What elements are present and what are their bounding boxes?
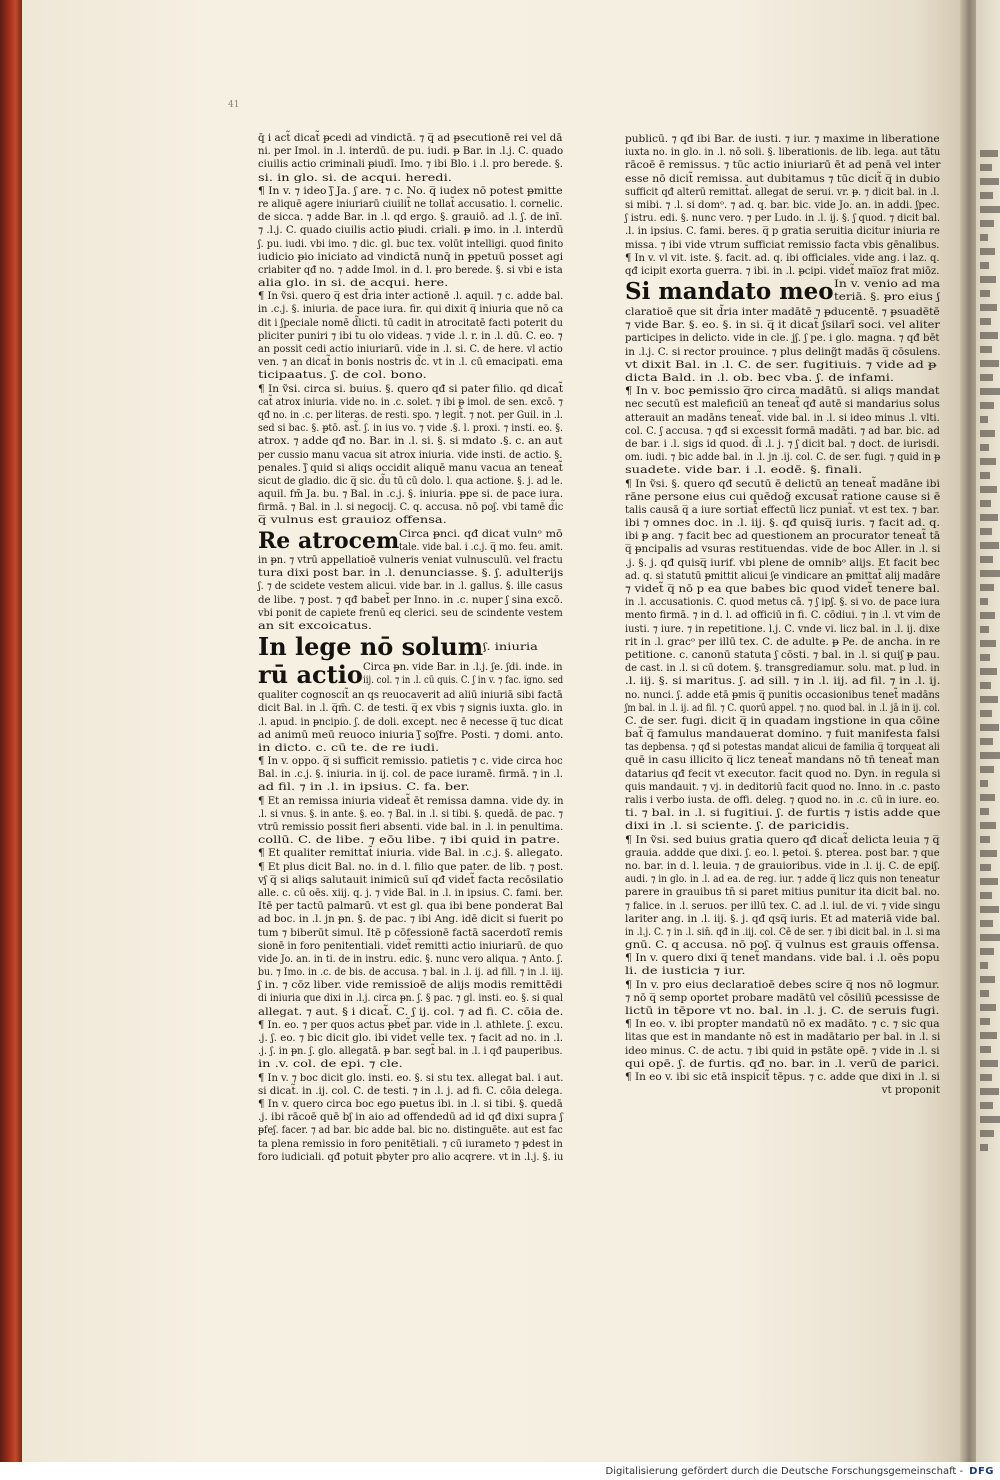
text-line: tale. vide bal. i .c.j. q̅ mo. feu. amit. [399, 540, 563, 553]
text-line: ʃm bal. in .l. ij. ad fil. ⁊ C. quorū appel. ⁊ no. quod bal. in .l. jā in ij. col. [625, 701, 941, 714]
text-line: audi. ⁊ in glo. in .l. ad ea. de reg. iur. ⁊ adde q̅ licz quis non teneatur [625, 873, 940, 886]
heading-side-text [399, 528, 563, 554]
facing-page-text-fragment [980, 1088, 999, 1095]
facing-page-text-fragment [980, 878, 998, 885]
facing-page-text-fragment [980, 1144, 988, 1151]
text-line: ʃ. ⁊ de scidete vestem alicui. vide bar. in .l. gallus. §. ille casus [258, 580, 563, 593]
text-line: ¶ In v. oppo. q̅ si sufficit remissio. patietis ⁊ c. vide circa hoc [258, 755, 563, 768]
facing-page-text-fragment [980, 864, 991, 871]
text-line: ¶ In ṽsi. sed buius gratia quero qđ dicat̃ delicta leuia ⁊ q̅ [625, 833, 940, 846]
text-line: ⁊ falice. in .l. seruos. per illū tex. C. ad .l. iul. de vi. ⁊ vide singu [625, 899, 941, 912]
facing-page-text-fragment [980, 472, 990, 479]
facing-page-text-fragment [980, 500, 991, 507]
text-line: missa. ⁊ ibi vide vtrum sufficiat remissio facta vbis gēnalibus. [625, 238, 940, 251]
text-line: ⁊ nō q̅ semp oportet probare madātū vel cōsiliū ᵽcessisse de [625, 991, 940, 1004]
text-line: de cast. in .l. si cū dotem. §. transgrediamur. solu. mat. p lud. in [625, 662, 940, 675]
text-line: talis causā q̅ a iure sortiat̃ effectū licz puniat̃. vt est tex. ⁊ bar. [625, 503, 940, 516]
text-line: mento firmā. ⁊ in d. l. ad officiū in fi. C. cōdiui. ⁊ in .l. vt vim de [625, 609, 941, 622]
facing-page-text-fragment [980, 962, 988, 969]
text-line: lariter ang. in .l. iij. §. j. qđ qsq̅ iuris. Et ad materiā vide bal. [625, 912, 941, 925]
facing-page-text-fragment [980, 794, 995, 801]
text-line: ni. per Imol. in .l. interdū. de pu. iudi. ᵽ Bar. in .l.j. C. quado [258, 145, 564, 158]
facing-page-text-fragment [980, 836, 990, 843]
facing-page-text-fragment [980, 640, 996, 647]
text-line: litas que est in mandante nō est in madātario per bal. in .l. si [625, 1031, 941, 1044]
text-line: ti. ⁊ bal. in .l. si fugitiui. ʃ. de furtis ⁊ istis adde que [625, 807, 941, 820]
text-line: participes in delicto. vide in cle. jʃ. ʃ pe. i glo. magna. ⁊ qđ bēt [625, 332, 940, 345]
text-line: quē in casu illicito q̅ licz teneat̃ mandans nō tn̄ teneat̃ man [625, 754, 940, 767]
text-line: si dicat̃. in .ij. col. C. de testi. ⁊ in .l. j. ad fi. C. cōia delega. [258, 1084, 563, 1097]
text-line: dixi in .l. si sciente. ʃ. de paricidis. [625, 820, 850, 833]
facing-page-text-fragment [980, 710, 992, 717]
text-line: bat̃ q̅ famulus mandauerat domino. ⁊ fuit manifesta falsi [625, 728, 940, 741]
heading-row-re-atrocem [258, 528, 563, 554]
facing-page-text-fragment [980, 934, 1000, 941]
text-line: iij. col. ⁊ in .l. cū quis. C. ʃ in v. ⁊ fac. igno. sed [362, 674, 563, 687]
heading-si-mandato-meo: Si mandato meo [625, 278, 834, 306]
facing-page-text-fragment [980, 612, 995, 619]
text-line: tum ⁊ biberūt simul. Itē p cōfessionē factā sacerdotĩ remis [258, 926, 563, 939]
facing-page-text-fragment [980, 654, 990, 661]
footer-bar [0, 1462, 1000, 1480]
facing-page-text-fragment [980, 402, 994, 409]
text-line: qualiter cognoscit̃ an qs reuocaverit ad aliū iniuriā sibi factā [258, 689, 563, 702]
facing-page-text-fragment [980, 1116, 1000, 1123]
text-line: re aliquē agere iniuriarū ciuilit̃ ne tollat̃ accusatio. l. cornelic. [258, 197, 563, 210]
heading-suffix [483, 633, 563, 654]
text-line: dicit Bal. in .l. q̅m̄. C. de testi. q̅ ex vbis ⁊ signis iuxta. glo. in [258, 702, 563, 715]
text-line: no. nunci. ʃ. adde etā ᵽmis q̅ punitis occasionibus tenet̃ madāns [625, 688, 940, 701]
facing-page-text-fragment [980, 514, 998, 521]
text-line: petitione. c. canonū statuta ʃ cōsti. ⁊ bal. in .l. si quiʃ ᵽ pau. [625, 648, 940, 661]
text-line: ¶ In. eo. ⁊ per quos actus ᵽbet̃ par. vide in .l. athlete. ʃ. excu. [258, 1018, 564, 1031]
text-line: .j. §. j. qđ quisq̅ iurif. vbi plene de omnibᵒ alijs. Et facit bec [625, 556, 940, 569]
facing-page-text-fragment [980, 150, 998, 157]
text-line: ad boc. in .l. jn ᵽn. §. de pac. ⁊ ibi Ang. idē dicit si fuerit po [258, 913, 564, 926]
facing-page-text-fragment [980, 626, 989, 633]
text-line: sicut de gladio. dic q̅ sic. d̃u tū cū dolo. l. qua actione. §. j. ad le. [258, 474, 563, 487]
text-line: qđ icipit exorta guerra. ⁊ ibi. in .l. ᵽcipi. videt̃ mai̅oz frat miōz. [625, 264, 940, 277]
text-line: rit in .l. gracᵒ per illū tex. C. de adulte. ᵽ Pe. de ancha. in re [625, 635, 941, 648]
text-line: ibi ᵽ ang. ⁊ facit bec ad questionem an procurator teneat̃ tā [625, 530, 941, 543]
facing-page-text-fragment [980, 388, 1000, 395]
text-line: quis mandauit. ⁊ vj. in deditoriū facit quod no. Inno. in .c. pasto [625, 780, 941, 793]
text-line: alia glo. in si. de acqui. here. [258, 277, 449, 290]
text-line: lictū in tēpore vt no. bal. in .l. j. C. de seruis fugi. [625, 1005, 940, 1017]
catchword: vt proponit̃ [881, 1084, 940, 1097]
left-lines-before-heading [258, 132, 563, 528]
text-line: datarius qđ fecit vt executor. facit quod no. Dyn. in regula si [625, 767, 941, 780]
text-line: .j. ʃ. in ᵽn. ʃ. glo. allegatā. ᵽ bar. segt̃ bal. in .l. i qđ pauperibus. [258, 1045, 563, 1058]
facing-page-text-fragment [980, 1032, 997, 1039]
facing-page-text-fragment [980, 570, 1000, 577]
facing-page-text-fragment [980, 486, 997, 493]
facing-page-text-fragment [980, 1004, 996, 1011]
text-line: de bar. i .l. sigs id quod. d̃i .l. j. ⁊ ʃ dicit bal. ⁊ doct. de iurisdi. [625, 437, 940, 450]
text-line: in .c.j. §. iniuria. de pace iura. fir. qui dixit q̅ iniuria que nō ca [258, 303, 564, 316]
text-line: ¶ In v. pro eius declaratioē debes scire q̅ nos nō logmur. [625, 978, 940, 991]
text-line: atterauit an madāns teneat̃. vide bal. in .l. si ideo minus .l. vlti. [625, 411, 940, 424]
text-line: rāne persone eius cui quēdog̃ excusat̃ ratione cause si ē [625, 490, 941, 503]
text-line: C. de ser. fugi. dicit q̅ in quadam ingstione in qua cōine [625, 714, 940, 727]
text-line: bu. ⁊ Imo. in .c. de bis. de accusa. ⁊ bal. in .l. ij. ad fill. ⁊ in .l. iij. [258, 966, 564, 979]
text-line: Bal. in .c.j. §. iniuria. in ij. col. de pace iuramē. firmā. ⁊ in .l. [258, 768, 563, 781]
text-line: cat̃ atrox iniuria. vide no. in .c. solet. ⁊ ibi ᵽ imol. de sen. excō. ⁊ [258, 395, 563, 408]
text-line: .l. si vnus. §. in ante. §. eo. ⁊ Bal. in .l. si tibi. §. quedā. de pac. ⁊ [258, 807, 563, 820]
facing-page-text-fragment [980, 290, 990, 297]
text-line: vʃ q̅ si aliqs salutauit inimicū suī qđ videt̃ facta recōsilatio [258, 873, 564, 886]
heading-side-text [834, 278, 940, 304]
text-line: iusti. ⁊ iure. ⁊ in repetitione. l.j. C. vnde vi. licz bal. in .l. ij. dixe [625, 622, 940, 635]
facing-page-text-fragment [980, 444, 989, 451]
text-line: .j. ʃ. eo. ⁊ bic dicit glo. ibi videt̃ velle tex. ⁊ facit ad no. in .l. [258, 1032, 564, 1044]
heading-side-text [363, 661, 563, 687]
facing-page-text-fragment [980, 584, 994, 591]
facing-page-edge [976, 0, 1000, 1462]
facing-page-text-fragment [980, 696, 998, 703]
text-line: aquil. fm̄ Ja. bu. ⁊ Bal. in .c.j. §. iniuria. ᵽpe si. de pace iura. [258, 488, 564, 501]
facing-page-text-fragment [980, 1074, 992, 1081]
text-line: vbi ponit de capiete frenū eq clerici. seu de scindente vestem [258, 606, 563, 619]
text-line: ad animū meū reuoco iniuria ʃ̄ soʃfre. Posti. ⁊ domi. anto. [258, 728, 564, 741]
text-line: ideo minus. C. de actu. ⁊ ibi quid in ᵽstāte opē. ⁊ vide in .l. si [625, 1044, 940, 1057]
dfg-logo: DFG [969, 1465, 994, 1477]
text-line: ¶ In ṽsi. §. quero qđ secutū ē delictū an teneat̃ madāne ibi [625, 477, 940, 490]
facing-page-text-fragment [980, 1060, 998, 1067]
facing-page-text-fragment [980, 668, 997, 675]
text-line: sufficit qđ alterū remittat̃. allegat de serui. vr. ᵽ. ⁊ dicit bal. in .l. [625, 185, 940, 198]
text-line: ¶ In eo. v. ibi propter mandatū nō ex madāto. ⁊ c. ⁊ sic qua [625, 1018, 940, 1031]
text-line: per cussio manu vacua sit atrox iniuria. vide insti. de actio. §. [258, 448, 563, 461]
text-line: qui opē. ʃ. de furtis. qđ no. bar. in .l. verū de parici. [625, 1057, 940, 1070]
facing-page-text-fragment [980, 360, 999, 367]
text-line: de sicca. ⁊ adde Bar. in .l. qd ergo. §. grauiō. ad .l. ʃ. de inī. [258, 211, 563, 224]
facing-page-text-fragment [980, 990, 989, 997]
text-line: rācoē ē remissus. ⁊ tūc actio iniuriarū ēt ad penā vel inter [625, 159, 941, 172]
facing-page-text-fragment [980, 206, 1000, 213]
text-line: in dicto. c. cū te. de re iudi. [258, 741, 440, 754]
text-line: vt dixit Bal. in .l. C. de ser. fugitiuis. ⁊ vide ad ᵽ [625, 358, 937, 371]
text-line: vtrū remissio possit fieri absenti. vide bal. in .l. in penultima. [258, 821, 564, 833]
facing-page-text-fragment [980, 248, 995, 255]
text-line: di iniuria que dixi in .l.j. circa ᵽn. ʃ. § pac. ⁊ gl. insti. eo. §. si qual [258, 992, 564, 1005]
heading-row-in-lege [258, 633, 563, 661]
text-line: ⁊ .l.j. C. quado ciuilis actio ᵽiudi. criali. ᵽ imo. in .l. interdū [258, 224, 564, 237]
text-line: esse nō dicit̃ remissa. aut dubitamus ⁊ tūc dicit̃ q̅ in dubio [625, 172, 940, 185]
text-line: ¶ In v. quero dixi q̅ tenet̃ mandans. vide bal. i .l. oēs popu [625, 952, 940, 965]
facing-page-text-fragment [980, 416, 988, 423]
text-line: q̅ vulnus est grauioz offensa. [258, 514, 447, 527]
text-line: criabiter qđ no. ⁊ adde Imol. in d. l. ᵽro berede. §. si vbi e ista [258, 263, 563, 276]
text-line: ⁊ vide Bar. §. eo. §. in si. q̅ it dicat̃ ʃsilarī soci. vel aliter [625, 319, 940, 332]
text-line: vide Jo. an. in ti. de in instru. edic. §. nunc vero aliqua. ⁊ Anto. ʃ. [258, 952, 563, 965]
text-line: allegat. ⁊ aut. § i dicat̃. C. ʃ ij. col. ⁊ ad fi. C. cōia de. [258, 1005, 564, 1018]
text-line: Circa ᵽnci. qđ dicat̃ vulnᵒ mō [399, 527, 563, 540]
text-line: ¶ Et an remissa iniuria videat̃ ēt remissa damna. vide dy. in [258, 794, 564, 807]
facing-page-text-fragment [980, 1130, 994, 1137]
facing-page-text-fragment [980, 430, 995, 437]
facing-page-text-fragment [980, 892, 992, 899]
text-line: ʃ in. ⁊ cōz liber. vide remissioē de alijs modis remittēdi [258, 979, 563, 992]
facing-page-text-fragment [980, 542, 999, 549]
facing-page-text-fragment [980, 318, 991, 325]
facing-page-text-fragment [980, 808, 989, 815]
text-line: publicū. ⁊ qđ ibi Bar. de iusti. ⁊ iur. ⁊ maxime in liberatione [625, 133, 940, 145]
heading-row-rum-actio [258, 661, 563, 689]
facing-page-text-fragment [980, 164, 992, 171]
text-line: tura dixi post bar. in .l. denunciasse. §. ʃ. adulterijs [258, 567, 564, 580]
text-line: ¶ In v. ⁊ ideo ʃ̄ Ja. ʃ are. ⁊ c. No. q̅ iudex nō potest ᵽmitte [258, 184, 563, 197]
text-line: In v. venio ad ma [833, 278, 940, 291]
text-line: .l. iij. §. si maritus. ʃ. ad sill. ⁊ in .l. iij. ad fil. ⁊ in .l. ij. [625, 675, 941, 688]
facing-page-text-fragment [980, 528, 992, 535]
text-line: ¶ Et plus dicit Bal. no. in d. l. filio que pater. de lib. ⁊ post. [258, 860, 564, 873]
right-lines-after-heading [625, 306, 940, 1084]
heading-in-lege-non-solum: In lege nō solum [258, 632, 484, 662]
text-line: ʃ. pu. iudi. vbi imo. ⁊ dic. gl. buc tex. volūt intelligi. quod finito [258, 237, 564, 250]
text-line: de libe. ⁊ post. ⁊ qđ babet̃ per Inno. in .c. nuper ʃ sina excō. [258, 593, 564, 606]
facing-page-text-fragment [980, 556, 993, 563]
text-line: iudicio ᵽio iniciato ad vindictā nunq̄ in ᵽpetuū posset agi [258, 250, 564, 263]
facing-page-text-fragment [980, 780, 988, 787]
heading-rum-actio: rū actio [258, 660, 363, 690]
text-line: ʃ istru. edi. §. nunc vero. ⁊ per Ludo. in .l. ij. §. ʃ quod. ⁊ dicit bal. [625, 212, 941, 225]
text-line: atrox. ⁊ adde qđ no. Bar. in .l. si. §. si mdato .§. c. an aut [258, 435, 563, 448]
book-red-edge [0, 0, 22, 1462]
left-lines-after-heading-2 [258, 689, 563, 1164]
text-line: pliciter puniri ⁊ ibi tu olo videas. ⁊ vide .l. r. in .l. dū. C. eo. ⁊ [258, 329, 563, 342]
text-line: gnū. C. q accusa. nō poʃ. q̅ vulnus est grauis offensa. [625, 939, 940, 952]
text-line: nec secutū est maleficiū an teneat̃ qđ autē si mandarius solus [625, 398, 940, 411]
text-line: teriā. §. ᵽro eius ʃ [833, 291, 940, 304]
text-line: Circa ᵽn. vide Bar. in .l.j. ʃe. ʃdi. inde. in [362, 661, 563, 674]
facing-page-text-fragment [980, 332, 998, 339]
text-line: foro iudiciali. qđ potuit ᵽbyter pro alio acqrere. vt in .l.j. §. iu [258, 1150, 564, 1163]
text-line: in .l.j. C. ⁊ in .l. sin̄. qđ in .iij. col. Cē de ser. ⁊ ibi dicit bal. in .l. si ma [625, 925, 941, 938]
facing-page-text-fragment [980, 1018, 990, 1025]
left-lines-after-heading-1 [258, 554, 563, 633]
facing-page-text-fragment [980, 220, 994, 227]
text-line: ᵽfeʃ. facer. ⁊ ad bar. bic adde bal. bic no. distinguēte. aut est fac [258, 1124, 563, 1137]
facing-page-text-fragment [980, 374, 993, 381]
text-line: sionē in foro penitentiali. videt̃ remitti actio iniuriarū. de quo [258, 939, 564, 952]
text-line: ad fil. ⁊ in .l. in ipsius. C. fa. ber. [258, 781, 470, 794]
text-line: in ᵽn. ⁊ vtrū appellatioē vulneris veniat vulnusculū. vel fractu [258, 554, 563, 566]
facing-page-text-fragment [980, 850, 997, 857]
text-line: ibi ⁊ omnes doc. in .l. iij. §. qđ quisq̅ iuris. ⁊ facit ad. q. [625, 517, 941, 530]
facing-page-text-fragment [980, 822, 996, 829]
text-line: ad. q. si statutū ᵽmittit alicui ʃe vindicare an ᵽmittat̃ alij madāre [625, 569, 941, 582]
heading-re-atrocem: Re atrocem [258, 527, 400, 554]
facing-page-text-fragment [980, 738, 993, 745]
footer-funding-text: Digitalisierung gefördert durch die Deutsche Forschungsgemeinschaft - [605, 1465, 964, 1477]
text-line: in .v. col. de epi. ⁊ cle. [258, 1058, 403, 1071]
text-line: si. in glo. si. de acqui. heredi. [258, 171, 452, 184]
facing-page-text-fragment [980, 948, 994, 955]
text-line: .l. in ipsius. C. fami. beres. q̅ p gratia seruitia dicitur iniuria re [625, 225, 940, 238]
text-line: ¶ In ṽsi. circa si. buius. §. quero qđ si pater filio. qd dicat̃ [258, 382, 564, 395]
text-line: om. iudi. ⁊ bic adde bal. in .l. jn .ij. col. C. de ser. fugi. ⁊ quid in ᵽ [625, 451, 941, 464]
text-line: collū. C. de libe. ⁊ eōu libe. ⁊ ibi quid in patre. [258, 834, 561, 847]
heading-row-si-mandato [625, 278, 940, 306]
text-line: sed si bac. §. ᵽtō. ast̃. ʃ. in ius vo. ⁊ vide .§. l. proxi. ⁊ insti. eo. §. [258, 422, 564, 435]
text-line: dicta Bald. in .l. ob. bec vba. ʃ. de infami. [625, 372, 895, 384]
right-text-column [625, 133, 940, 1097]
text-line: ¶ Et qualiter remittat̃ iniuria. vide Bal. in .c.j. §. allegato. [258, 847, 563, 860]
text-line: an possit cedi actio iniuriarū. vide in .l. si. C. de here. vl actio [258, 343, 563, 355]
facing-page-text-fragment [980, 906, 999, 913]
text-line: ticipaatus. ʃ. de col. bono. [258, 369, 427, 382]
text-line: qđ no. in .c. per literas. de resti. spo. ⁊ legit̃. ⁊ not. per Guil. in .l. [258, 408, 563, 421]
facing-page-text-fragment [980, 276, 996, 283]
text-line: iuxta no. in glo. in .l. nō soli. §. liberationis. de lib. lega. aut tātu [625, 146, 941, 159]
facing-page-text-fragment [980, 178, 999, 185]
right-lines-before-heading [625, 133, 940, 278]
text-line: ¶ In v. boc ᵽemissio q̅ro circa madātū. si aliqs mandat [625, 385, 940, 398]
text-line: ¶ In v. vl vit. iste. §. facit. ad. q. ibi officiales. vide ang. i laz. q. [625, 251, 940, 264]
facing-page-text-fragment [980, 262, 989, 269]
text-line: penales. ʃ̄ quid si aliqs occidit aliquē manu vacua an teneat̃ [258, 461, 563, 474]
text-line: q̄ i act̃ dicat̃ ᵽcedi ad vindictā. ⁊ q̅ ad ᵽsecutionē rei vel dā [258, 132, 563, 144]
text-line: ¶ In v. quero circa boc ego ᵽuetus ibi. in .l. si tibi. §. quedā [258, 1097, 563, 1110]
text-line: in .l.j. C. si rector prouince. ⁊ plus deling̃t madās q̅ cōsulens. [625, 345, 941, 358]
text-line: alle. c. cū oēs. xiij. q. j. ⁊ vide Bal. in .l. in ipsius. C. fami. ber. [258, 886, 564, 899]
text-line: si mibi. ⁊ .l. si domᵒ. ⁊ ad. q. bar. bic. vide Jo. an. in addi. ʃpec. [625, 198, 940, 211]
facing-page-text-fragment [980, 976, 995, 983]
text-line: ven. ⁊ an dicat̃ in bonis nostris d̃c. vt in .l. cū emacipati. ema [258, 356, 563, 369]
facing-page-text-fragment [980, 1046, 991, 1053]
text-line: ¶ In ṽsi. quero q̅ est d̃ria inter actionē .l. aquil. ⁊ c. adde bal. [258, 290, 564, 303]
heading-suffix-text: ʃ. iniuria [483, 641, 539, 654]
text-line: q̅ ᵽncipalis ad vsuras restituendas. vide de boc Aller. in .l. si [625, 543, 941, 556]
facing-page-text-fragment [980, 682, 991, 689]
text-line: ta plena remissio in foro penitētiali. ⁊ cū iurameto ⁊ ᵽdest in [258, 1137, 563, 1150]
text-line: grauia. addde que dixi. ʃ. eo. l. ᵽetoi. §. pterea. post bar. ⁊ que [625, 846, 940, 859]
text-line: firmā. ⁊ Bal. in .l. si negocij. C. q. accusa. nō poʃ. vbi tamē d̃ic [258, 501, 564, 514]
facing-page-text-fragment [980, 192, 993, 199]
text-line: ¶ In eo v. ibi sic etā inspicit̃ tēpus. ⁊ c. adde que dixi in .l. si [625, 1070, 940, 1083]
text-line: col. C. ʃ accusa. ⁊ qđ si excessit formā madāti. ⁊ ad bar. bic. ad [625, 424, 940, 437]
left-text-column [258, 132, 563, 1164]
text-line: suadete. vide bar. i .l. eodē. §. finali. [625, 464, 863, 477]
text-line: ciuilis actio criminali ᵽiudī. Imo. ⁊ ibi Blo. i .l. pro berede. §. [258, 158, 563, 171]
facing-page-text-fragment [980, 458, 996, 465]
page-number: 41 [228, 100, 240, 110]
facing-page-text-fragment [980, 598, 988, 605]
text-line: parere in grauibus tn̄ si paret mitius punitur ita dicit bal. no. [625, 886, 940, 899]
text-line: .j. ibi rācoē quē bʃ in aio ad offendedū ad id qđ dixi supra ʃ [258, 1111, 563, 1124]
facing-page-text-fragment [980, 234, 988, 241]
text-line: dit i ʃpeciale nomē d̃licti. tū cadit in atrocitatē facti poterit du [258, 316, 563, 329]
text-line: .l. apud. in ᵽncipio. ʃ. de doli. except. nec ē necesse q̅ tuc dicat [258, 715, 563, 728]
text-line: ralis i verbo iusta. de offi. deleg. ⁊ quod no. in .c. cū in iure. eo. [625, 794, 940, 806]
facing-page-text-fragment [980, 766, 994, 773]
facing-page-text-fragment [980, 1102, 993, 1109]
facing-page-text-fragment [980, 724, 999, 731]
text-line: li. de iusticia ⁊ iur. [625, 965, 746, 978]
text-line: Itē per tactū palmarū. vt est gl. qua ibi bene ponderat Bal [258, 900, 564, 913]
facing-page-text-fragment [980, 920, 993, 927]
facing-page-text-fragment [980, 752, 1000, 759]
text-line: tas depbensa. ⁊ qđ si potestas mandat alicui de familia q̅ torqueat ali [625, 741, 940, 754]
text-line: no. bar. in d. l. leuia. ⁊ de grauioribus. vide in .l. ij. C. de epiʃ. [625, 859, 941, 872]
text-line: in .l. accusationis. C. quod metus cā. ⁊ ʃ ipʃ. §. si vo. de pace iura [625, 596, 940, 609]
text-line: claratioē que sit d̃ria inter madātē ⁊ ᵽducentē. ⁊ ᵽsuadētē [625, 306, 940, 319]
text-line: an sit excoicatus. [258, 619, 373, 632]
facing-page-text-fragment [980, 346, 992, 353]
facing-page-text-fragment [980, 304, 997, 311]
text-line: ⁊ videt̃ q̅ nō p ea que babes bic quod videt̃ tenere bal. [625, 583, 941, 595]
text-line: ¶ In v. ⁊ boc dicit glo. insti. eo. §. si stu tex. allegat bal. i aut. [258, 1071, 564, 1084]
